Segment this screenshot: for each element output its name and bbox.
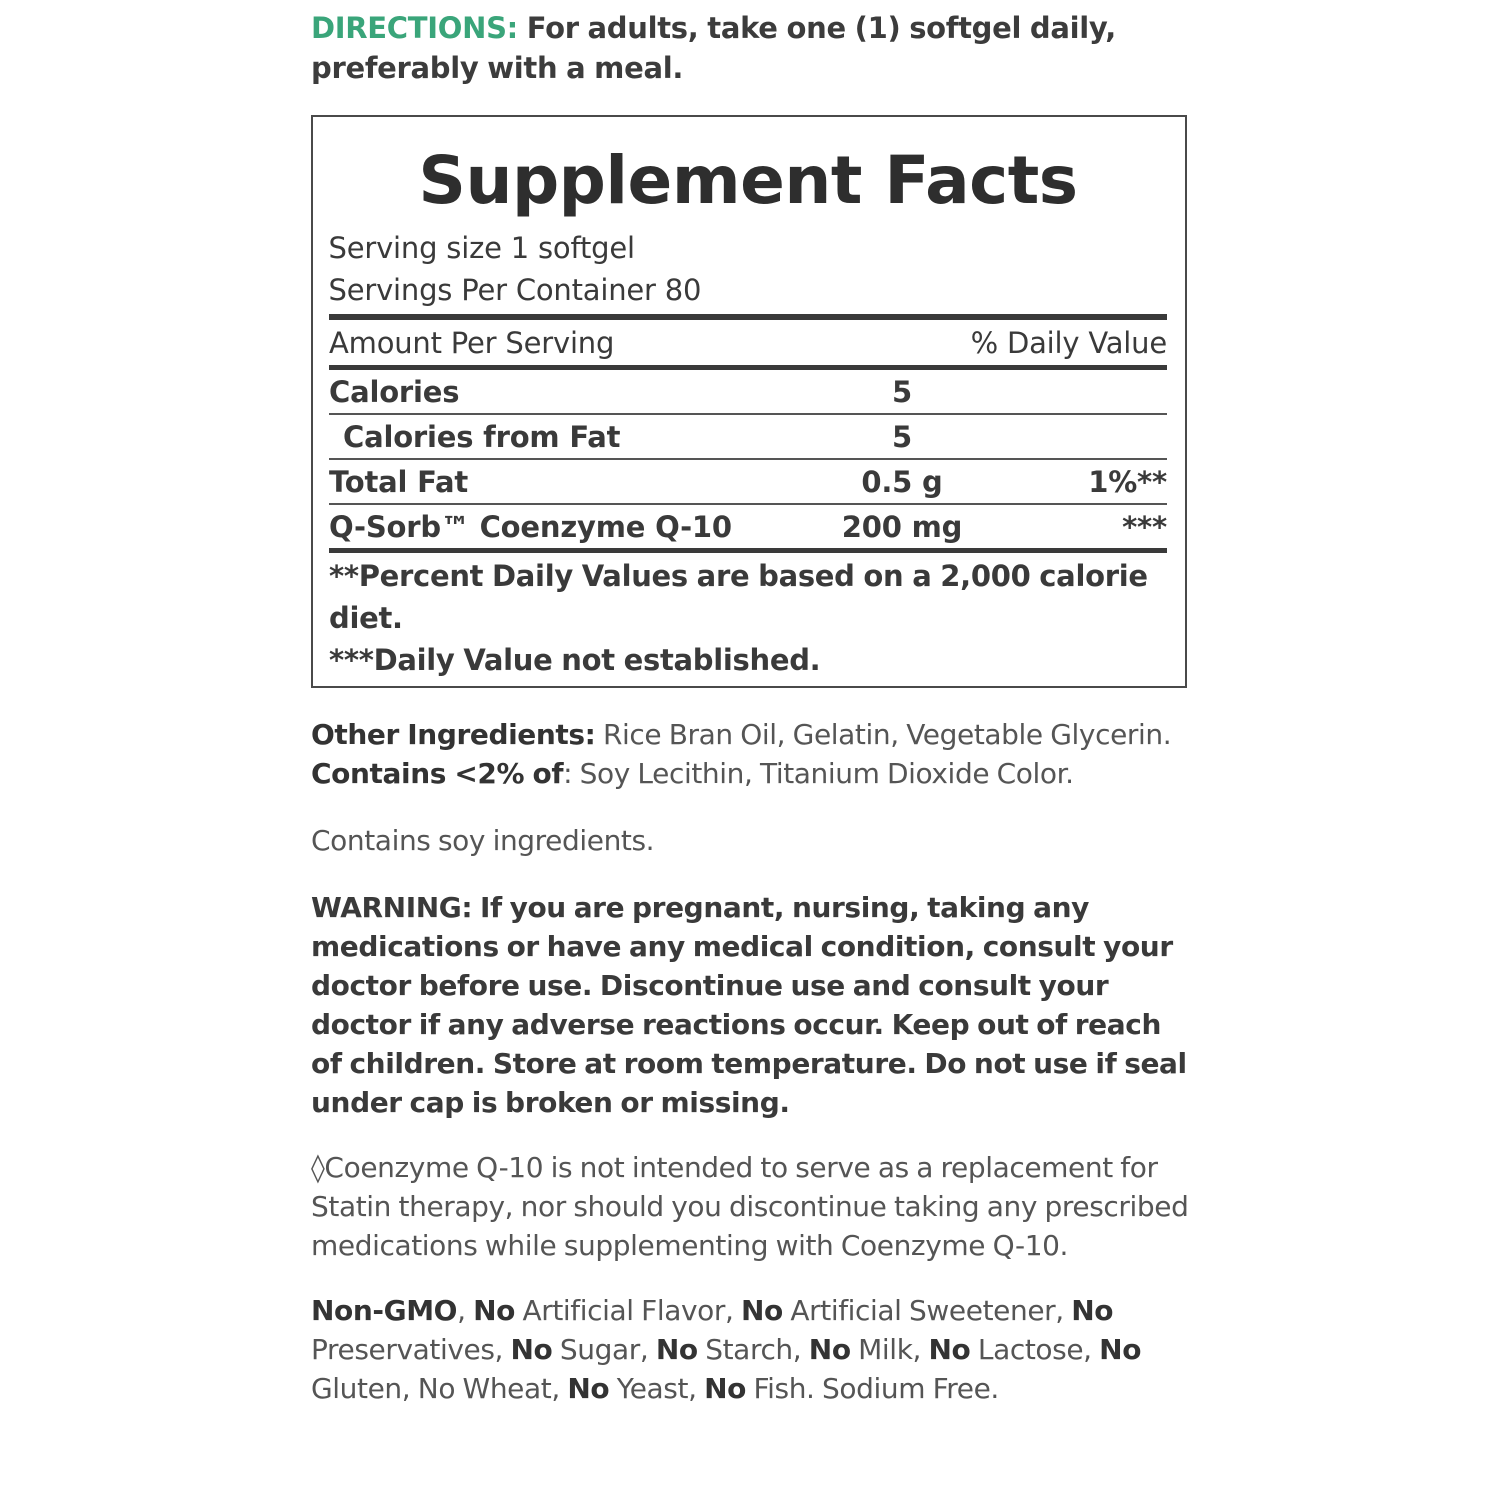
free-from-item: Gluten, No Wheat, (311, 1372, 568, 1405)
directions-label: DIRECTIONS: (311, 11, 518, 45)
nutrient-amount: 5 (892, 419, 912, 454)
nutrient-amount: 200 mg (841, 509, 963, 544)
nutrient-name: Q-Sorb™ Coenzyme Q-10 (329, 509, 732, 544)
non-gmo-label: Non-GMO (311, 1294, 458, 1327)
statin-notice: ◊Coenzyme Q-10 is not intended to serve as a replacement for Statin therapy, nor should you discontinue taking any prescribed medications while supplementing with Coenzyme Q-10. (311, 1151, 1189, 1262)
serving-size: Serving size 1 softgel (328, 231, 635, 265)
nutrient-name: Calories from Fat (343, 419, 621, 454)
free-from-item: Starch, (697, 1333, 809, 1366)
contains-text: : Soy Lecithin, Titanium Dioxide Color. (563, 757, 1074, 790)
no-label: No (473, 1294, 515, 1327)
no-label: No (928, 1333, 971, 1366)
free-from-item: Lactose, (970, 1333, 1100, 1366)
daily-value-label: % Daily Value (970, 325, 1167, 360)
other-ingredients (311, 715, 1191, 793)
free-from-item: Milk, (850, 1333, 929, 1366)
no-label: No (808, 1333, 851, 1366)
nutrient-dv: *** (1122, 509, 1167, 544)
footnote-dv-not-established: ***Daily Value not established. (329, 643, 821, 677)
facts-row-calories-from-fat (329, 415, 1167, 458)
amount-header-row (329, 320, 1167, 365)
other-ingredients-text: Rice Bran Oil, Gelatin, Vegetable Glycerin. (595, 718, 1172, 751)
free-from-item: Fish. Sodium Free. (745, 1372, 999, 1405)
no-label: No (567, 1372, 610, 1405)
supplement-facts-title: Supplement Facts (418, 142, 1078, 219)
nutrient-amount: 0.5 g (861, 464, 943, 499)
label-content (311, 0, 1191, 1408)
facts-row-total-fat (329, 460, 1167, 503)
other-ingredients-label: Other Ingredients: (311, 718, 596, 751)
nutrient-amount: 5 (892, 374, 912, 409)
no-label: No (510, 1333, 553, 1366)
free-from-item: Yeast, (609, 1372, 705, 1405)
no-label: No (704, 1372, 746, 1405)
no-label: No (741, 1294, 783, 1327)
amount-per-serving-label: Amount Per Serving (329, 325, 615, 360)
nutrient-dv: 1%** (1088, 464, 1167, 499)
supplement-facts-panel (311, 115, 1187, 688)
directions-text: For adults, take one (1) softgel daily, preferably with a meal. (311, 11, 1116, 85)
warning-text: If you are pregnant, nursing, taking any medications or have any medical condition, consult your doctor before use. Discontinue use and consult your doctor if any adverse reactions occur. Keep out of reach of children. Store at room temperature. Do not use if seal under cap is broken or missing. (311, 891, 1187, 1119)
directions (311, 8, 1191, 88)
free-from-item: Artificial Sweetener, (782, 1294, 1072, 1327)
soy-notice: Contains soy ingredients. (311, 824, 655, 857)
free-from-item: Artificial Flavor, (514, 1294, 741, 1327)
free-from-list: Non-GMO, No Artificial Flavor, No Artificial Sweetener, No Preservatives, No Sugar, No Starch, No Milk, No Lactose, No Gluten, No Wheat, No Yeast, No Fish. Sodium Free. (311, 1294, 1142, 1405)
no-label: No (655, 1333, 698, 1366)
free-from-item: Preservatives, (311, 1333, 511, 1366)
footnote-daily-values: **Percent Daily Values are based on a 2,000 calorie diet. (329, 559, 1148, 635)
nutrient-name: Total Fat (329, 464, 469, 499)
free-from-item: Sugar, (552, 1333, 656, 1366)
divider-thick (329, 548, 1167, 553)
contains-label: Contains <2% of (311, 757, 564, 790)
warning (311, 888, 1191, 1122)
no-label: No (1071, 1294, 1114, 1327)
facts-row-coq10 (329, 505, 1167, 548)
facts-row-calories (329, 370, 1167, 413)
warning-label: WARNING: (311, 891, 473, 924)
no-label: No (1099, 1333, 1142, 1366)
nutrient-name: Calories (329, 374, 460, 409)
servings-per-container: Servings Per Container 80 (328, 273, 702, 307)
